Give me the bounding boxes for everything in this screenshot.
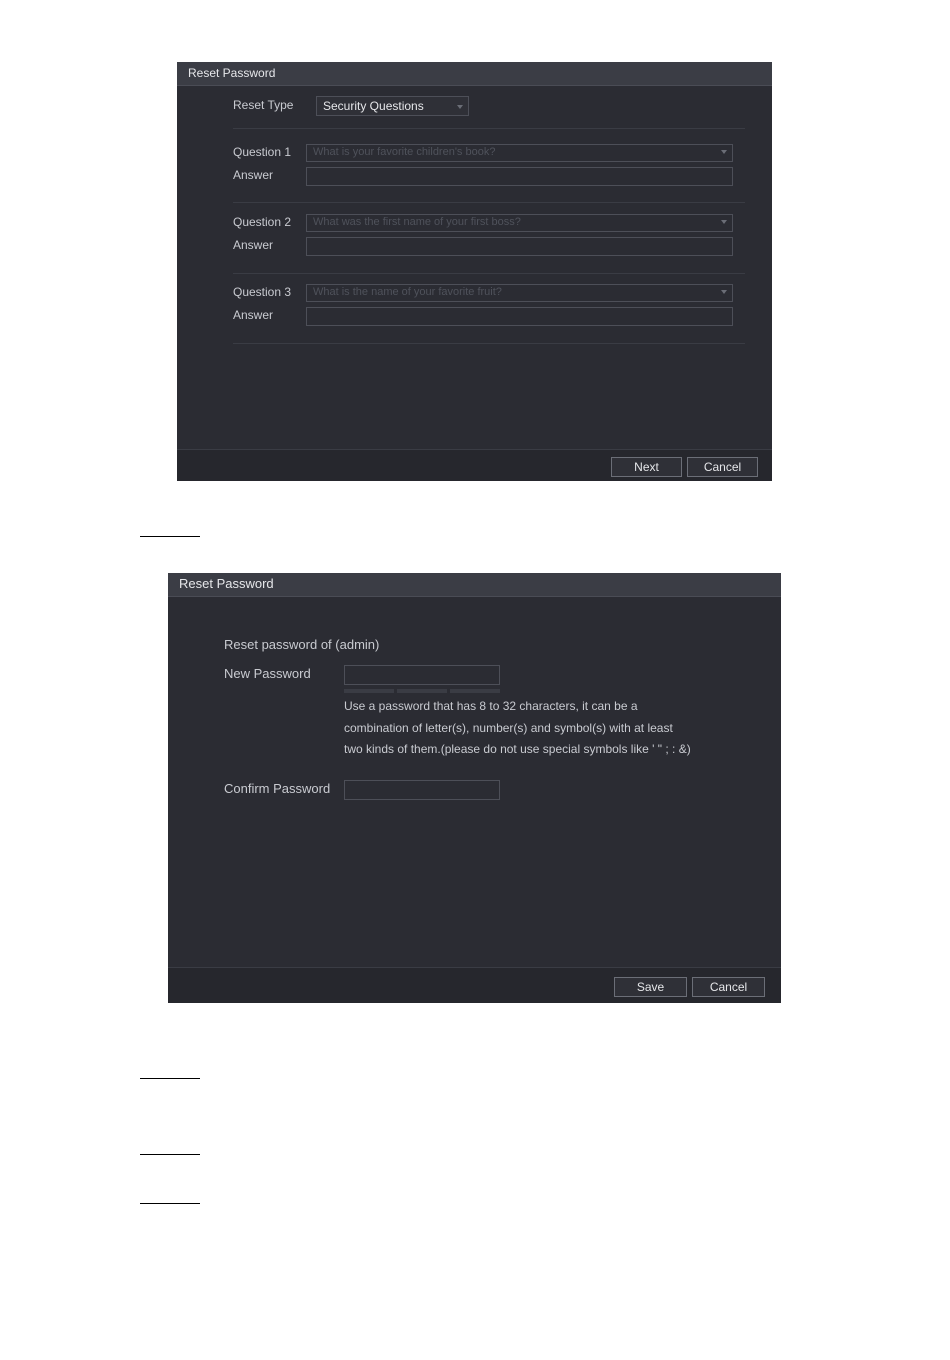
new-password-input[interactable] [344,665,500,685]
dialog-footer [168,967,781,1003]
dropdown-arrow-icon [721,290,727,294]
question-1-select[interactable] [306,144,733,162]
next-button[interactable]: Next [611,457,682,477]
confirm-password-label: Confirm Password [224,781,331,796]
dialog-title: Reset Password [179,576,274,591]
step-marker-line [140,1154,200,1155]
hint-line: Use a password that has 8 to 32 characters, it can be a [344,699,638,713]
strength-segment [344,689,394,693]
question-3-placeholder: What is the name of your favorite fruit? [313,286,502,298]
answer-1-input[interactable] [306,167,733,186]
question-2-placeholder: What was the first name of your first boss? [313,216,521,228]
section-divider [233,128,745,129]
cancel-button[interactable]: Cancel [687,457,758,477]
question-1-label: Question 1 [233,145,292,159]
answer-2-label: Answer [233,238,274,252]
answer-3-label: Answer [233,308,274,322]
section-divider [233,202,745,203]
section-divider [233,343,745,344]
new-password-label: New Password [224,666,311,681]
password-hint [344,696,764,761]
dialog-titlebar [177,62,772,86]
strength-segment [397,689,447,693]
question-3-label: Question 3 [233,285,292,299]
dialog-titlebar [168,573,781,597]
step-marker-line [140,1203,200,1204]
reset-type-value: Security Questions [323,99,424,113]
reset-for-text: Reset password of (admin) [224,637,380,652]
section-divider [233,273,745,274]
dialog-footer [177,449,772,481]
confirm-password-input[interactable] [344,780,500,800]
step-marker-line [140,1078,200,1079]
question-1-placeholder: What is your favorite children's book? [313,146,496,158]
dropdown-arrow-icon [721,220,727,224]
reset-password-dialog-security [177,62,772,481]
reset-type-label: Reset Type [233,98,294,112]
answer-2-input[interactable] [306,237,733,256]
step-marker-line [140,536,200,537]
reset-password-dialog-new [168,573,781,1003]
dropdown-arrow-icon [721,150,727,154]
hint-line: combination of letter(s), number(s) and symbol(s) with at least [344,720,673,735]
question-3-select[interactable] [306,284,733,302]
answer-1-label: Answer [233,168,274,182]
save-button[interactable]: Save [614,977,687,997]
hint-line: two kinds of them.(please do not use special symbols like ' " ; : &) [344,742,691,756]
reset-type-select[interactable] [316,96,469,116]
strength-segment [450,689,500,693]
dropdown-arrow-icon [457,105,463,109]
question-2-select[interactable] [306,214,733,232]
answer-3-input[interactable] [306,307,733,326]
question-2-label: Question 2 [233,215,292,229]
dialog-title: Reset Password [188,66,276,80]
cancel-button[interactable]: Cancel [692,977,765,997]
